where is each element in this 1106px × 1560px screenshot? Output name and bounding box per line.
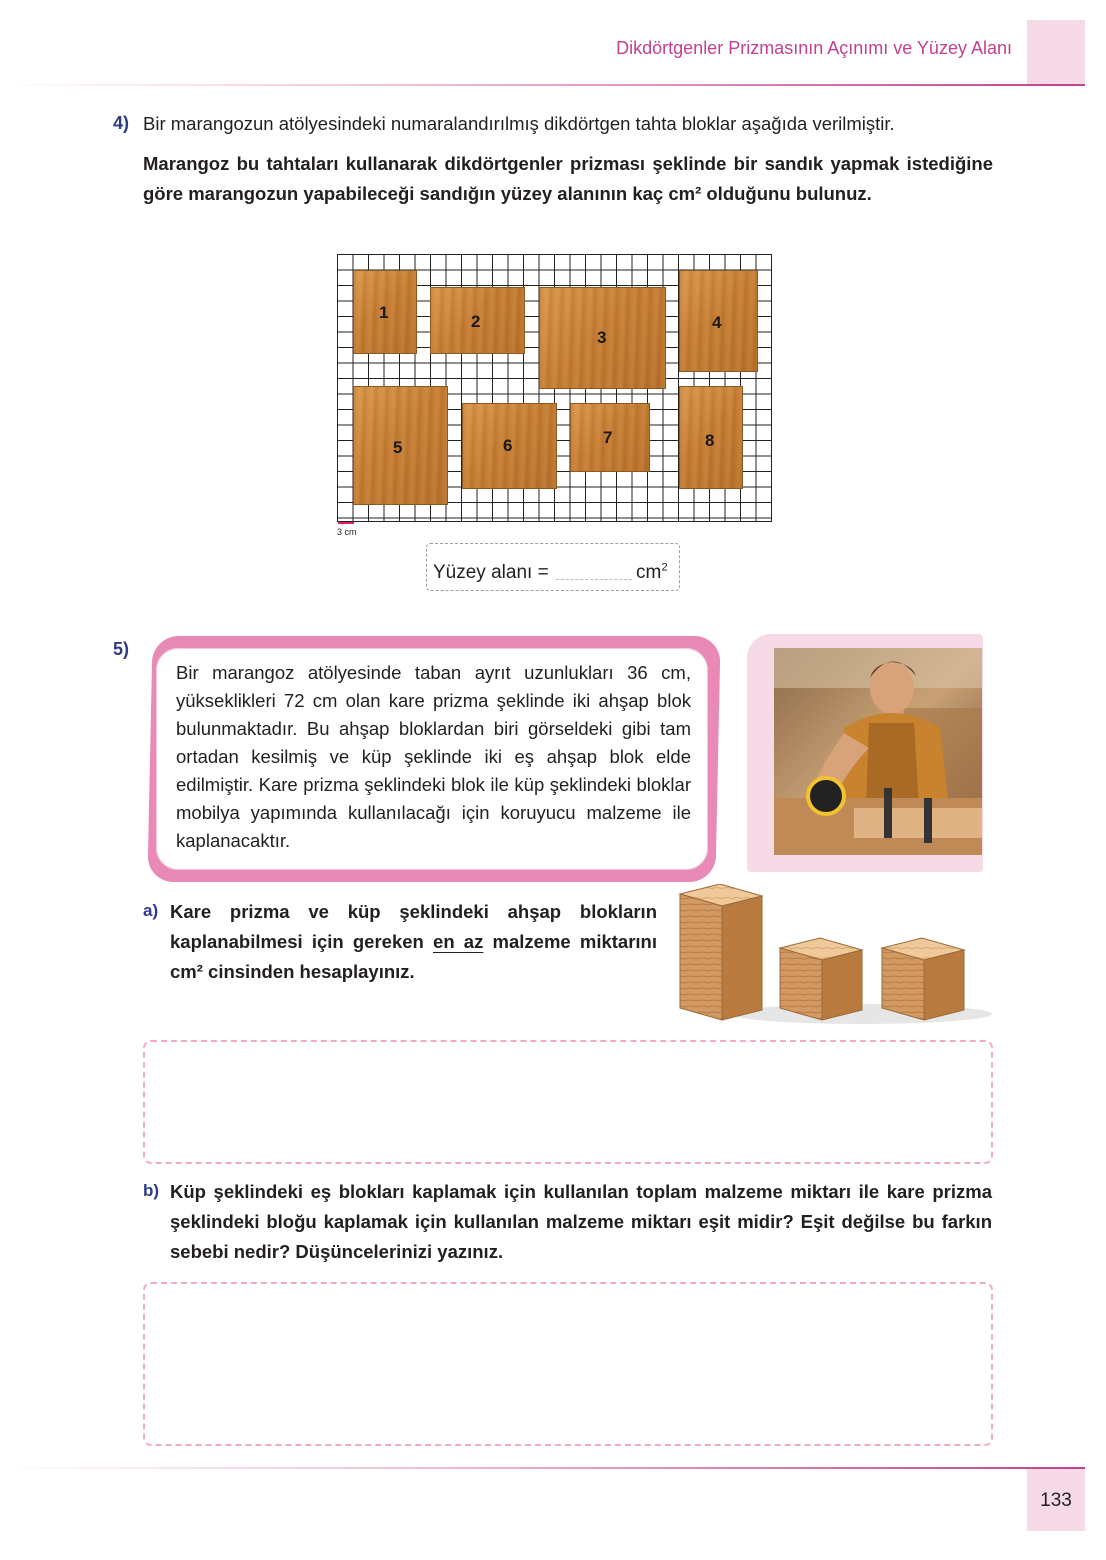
surface-area-input[interactable]: [556, 579, 632, 580]
wood-block-1: [353, 270, 417, 354]
question-5-number: 5): [113, 639, 130, 659]
header-divider: [0, 84, 1085, 86]
wood-block-5: [353, 386, 448, 505]
part-a-answer-area[interactable]: [143, 1040, 993, 1164]
wood-block-3: [539, 287, 666, 389]
question-4-number: 4): [113, 113, 130, 133]
block-number: 1: [379, 303, 389, 322]
header-tab: [1027, 20, 1085, 84]
question-5-story: Bir marangoz atölyesinde taban ayrıt uzunlukları 36 cm, yükseklikleri 72 cm olan kare prizma şeklinde iki ahşap blok bulunmaktadır. Bu ahşap bloklardan biri görseldeki gibi tam ortadan kesilmiş ve küp şeklinde iki eş ahşap blok elde edilmiştir. Kare prizma şeklindeki blok ile küp şeklindeki bloklar mobilya yapımında kullanılacağı için koruyucu malzeme ile kaplanacaktır.: [176, 662, 691, 851]
chapter-title: Dikdörtgenler Prizmasının Açınımı ve Yüzey Alanı: [616, 38, 1012, 58]
unit-text: cm: [636, 562, 662, 583]
block-number: 7: [603, 428, 613, 447]
surface-area-unit: [636, 562, 668, 584]
part-a-text-1: Kare prizma ve küp şeklindeki ahşap blokların kaplanabilmesi için gereken: [170, 901, 657, 952]
wood-blocks-illustration: [672, 884, 996, 1030]
part-a-label: a): [143, 901, 159, 920]
part-b-answer-area[interactable]: [143, 1282, 993, 1446]
part-a-question: [170, 897, 657, 987]
block-number: 6: [503, 436, 513, 455]
part-a-text-2: malzeme miktarını cm² cinsinden hesaplayınız.: [170, 931, 657, 982]
question-4-task: [143, 149, 993, 209]
wood-block-2: [430, 287, 525, 354]
part-b-label: b): [143, 1181, 160, 1200]
unit-exponent: 2: [661, 561, 668, 574]
scale-label: 3 cm: [337, 527, 357, 537]
block-number: 2: [471, 312, 481, 331]
carpenter-photo: [774, 648, 982, 855]
page-number: 133: [1040, 1490, 1072, 1511]
part-a-emphasis: en az: [433, 931, 484, 952]
footer-divider: [0, 1467, 1085, 1469]
block-number: 5: [393, 438, 403, 457]
question-4-task-text: Marangoz bu tahtaları kullanarak dikdörtgenler prizması şeklinde bir sandık yapmak istediğine göre marangozun yapabileceği sandığın yüzey alanının kaç cm² olduğunu bulunuz.: [143, 153, 993, 204]
block-number: 8: [705, 431, 715, 450]
scale-marker: [338, 522, 354, 524]
wood-block-7: [570, 403, 650, 472]
wood-block-8: [679, 386, 743, 489]
question-4-intro: Bir marangozun atölyesindeki numaralandırılmış dikdörtgen tahta bloklar aşağıda verilmiştir.: [143, 113, 895, 134]
block-grid: [337, 254, 772, 522]
wood-block-6: [462, 403, 557, 489]
wood-block-4: [679, 270, 758, 372]
block-number: 3: [597, 328, 607, 347]
block-number: 4: [712, 313, 722, 332]
part-b-question: Küp şeklindeki eş blokları kaplamak için kullanılan toplam malzeme miktarı ile kare prizma şeklindeki bloğu kaplamak için kullanılan malzeme miktarı eşit midir? Eşit değilse bu farkın sebebi nedir? Düşüncelerinizi yazınız.: [170, 1181, 992, 1262]
surface-area-label: Yüzey alanı =: [433, 562, 549, 583]
